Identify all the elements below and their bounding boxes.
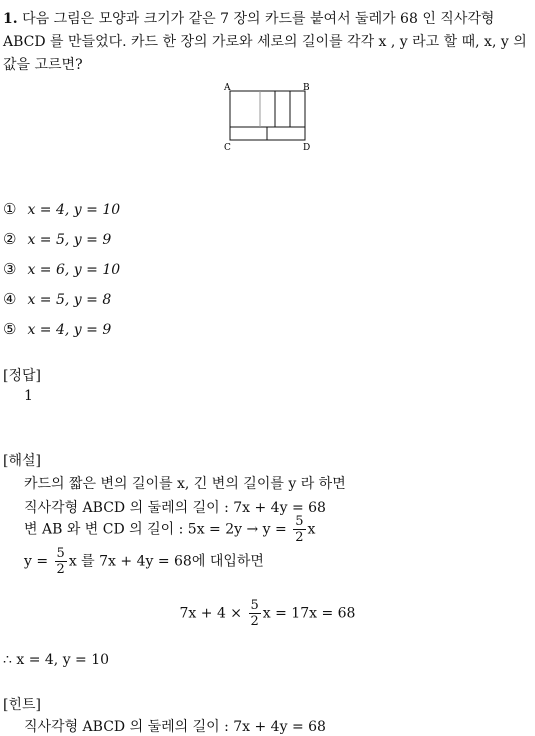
- card-figure: [222, 80, 314, 152]
- explanation-heading: [해설]: [3, 453, 41, 469]
- equation-lhs: 7x + 4 ×: [179, 605, 243, 622]
- choice-4-text: x = 5, y = 8: [27, 292, 112, 308]
- choice-4-marker: ④: [3, 290, 17, 308]
- line-3-variable: x: [307, 521, 316, 538]
- choice-3-marker: ③: [3, 260, 17, 278]
- corner-b-label: B: [303, 83, 310, 93]
- line-4-lhs: y =: [24, 553, 49, 570]
- choice-2-marker: ②: [3, 230, 17, 248]
- choice-1[interactable]: [3, 200, 120, 218]
- line-3-text: 변 AB 와 변 CD 의 길이 : 5x = 2y → y =: [24, 521, 287, 538]
- choice-2[interactable]: [3, 230, 111, 248]
- question-body: 다음 그림은 모양과 크기가 같은 7 장의 카드를 붙여서 둘레가 68 인 직사각형 ABCD 를 만들었다. 카드 한 장의 가로와 세로의 길이를 각각 x , y 라고 할 때, x, y 의 값을 고르면?: [3, 11, 527, 73]
- explanation-line-1: 카드의 짧은 변의 길이를 x, 긴 변의 길이를 y 라 하면: [24, 476, 346, 492]
- corner-d-label: D: [303, 143, 311, 152]
- explanation-line-4: [24, 546, 264, 577]
- line-4-fraction-numerator: 5: [56, 546, 65, 561]
- answer-value: 1: [24, 388, 33, 404]
- question-text: [3, 8, 533, 77]
- choice-3[interactable]: [3, 260, 120, 278]
- explanation-equation: [0, 598, 535, 629]
- hint-heading: [힌트]: [3, 697, 41, 713]
- explanation-line-2: 직사각형 ABCD 의 둘레의 길이 : 7x + 4y = 68: [24, 500, 326, 516]
- line-4-fraction: [55, 546, 67, 577]
- equation-fraction: [249, 598, 261, 629]
- equation-rhs: x = 17x = 68: [262, 605, 356, 622]
- line-4-text: x 를 7x + 4y = 68에 대입하면: [68, 553, 264, 570]
- explanation-line-3: [24, 514, 315, 545]
- equation-fraction-denominator: 2: [250, 614, 259, 629]
- answer-heading: [정답]: [3, 368, 41, 384]
- choice-5[interactable]: [3, 320, 111, 338]
- hint-text: 직사각형 ABCD 의 둘레의 길이 : 7x + 4y = 68: [24, 719, 326, 735]
- choice-2-text: x = 5, y = 9: [27, 232, 112, 248]
- question-number: 1.: [3, 11, 18, 27]
- corner-a-label: A: [224, 83, 231, 93]
- choice-3-text: x = 6, y = 10: [27, 262, 121, 278]
- line-3-fraction-numerator: 5: [295, 514, 304, 529]
- line-3-fraction: [293, 514, 305, 545]
- choice-5-marker: ⑤: [3, 320, 17, 338]
- choice-1-text: x = 4, y = 10: [27, 202, 121, 218]
- equation-fraction-numerator: 5: [250, 598, 259, 613]
- line-4-fraction-denominator: 2: [56, 562, 65, 577]
- choice-4[interactable]: [3, 290, 111, 308]
- choice-5-text: x = 4, y = 9: [27, 322, 112, 338]
- corner-c-label: C: [224, 143, 231, 152]
- choice-1-marker: ①: [3, 200, 17, 218]
- line-3-fraction-denominator: 2: [295, 530, 304, 545]
- explanation-conclusion: ∴ x = 4, y = 10: [3, 652, 110, 668]
